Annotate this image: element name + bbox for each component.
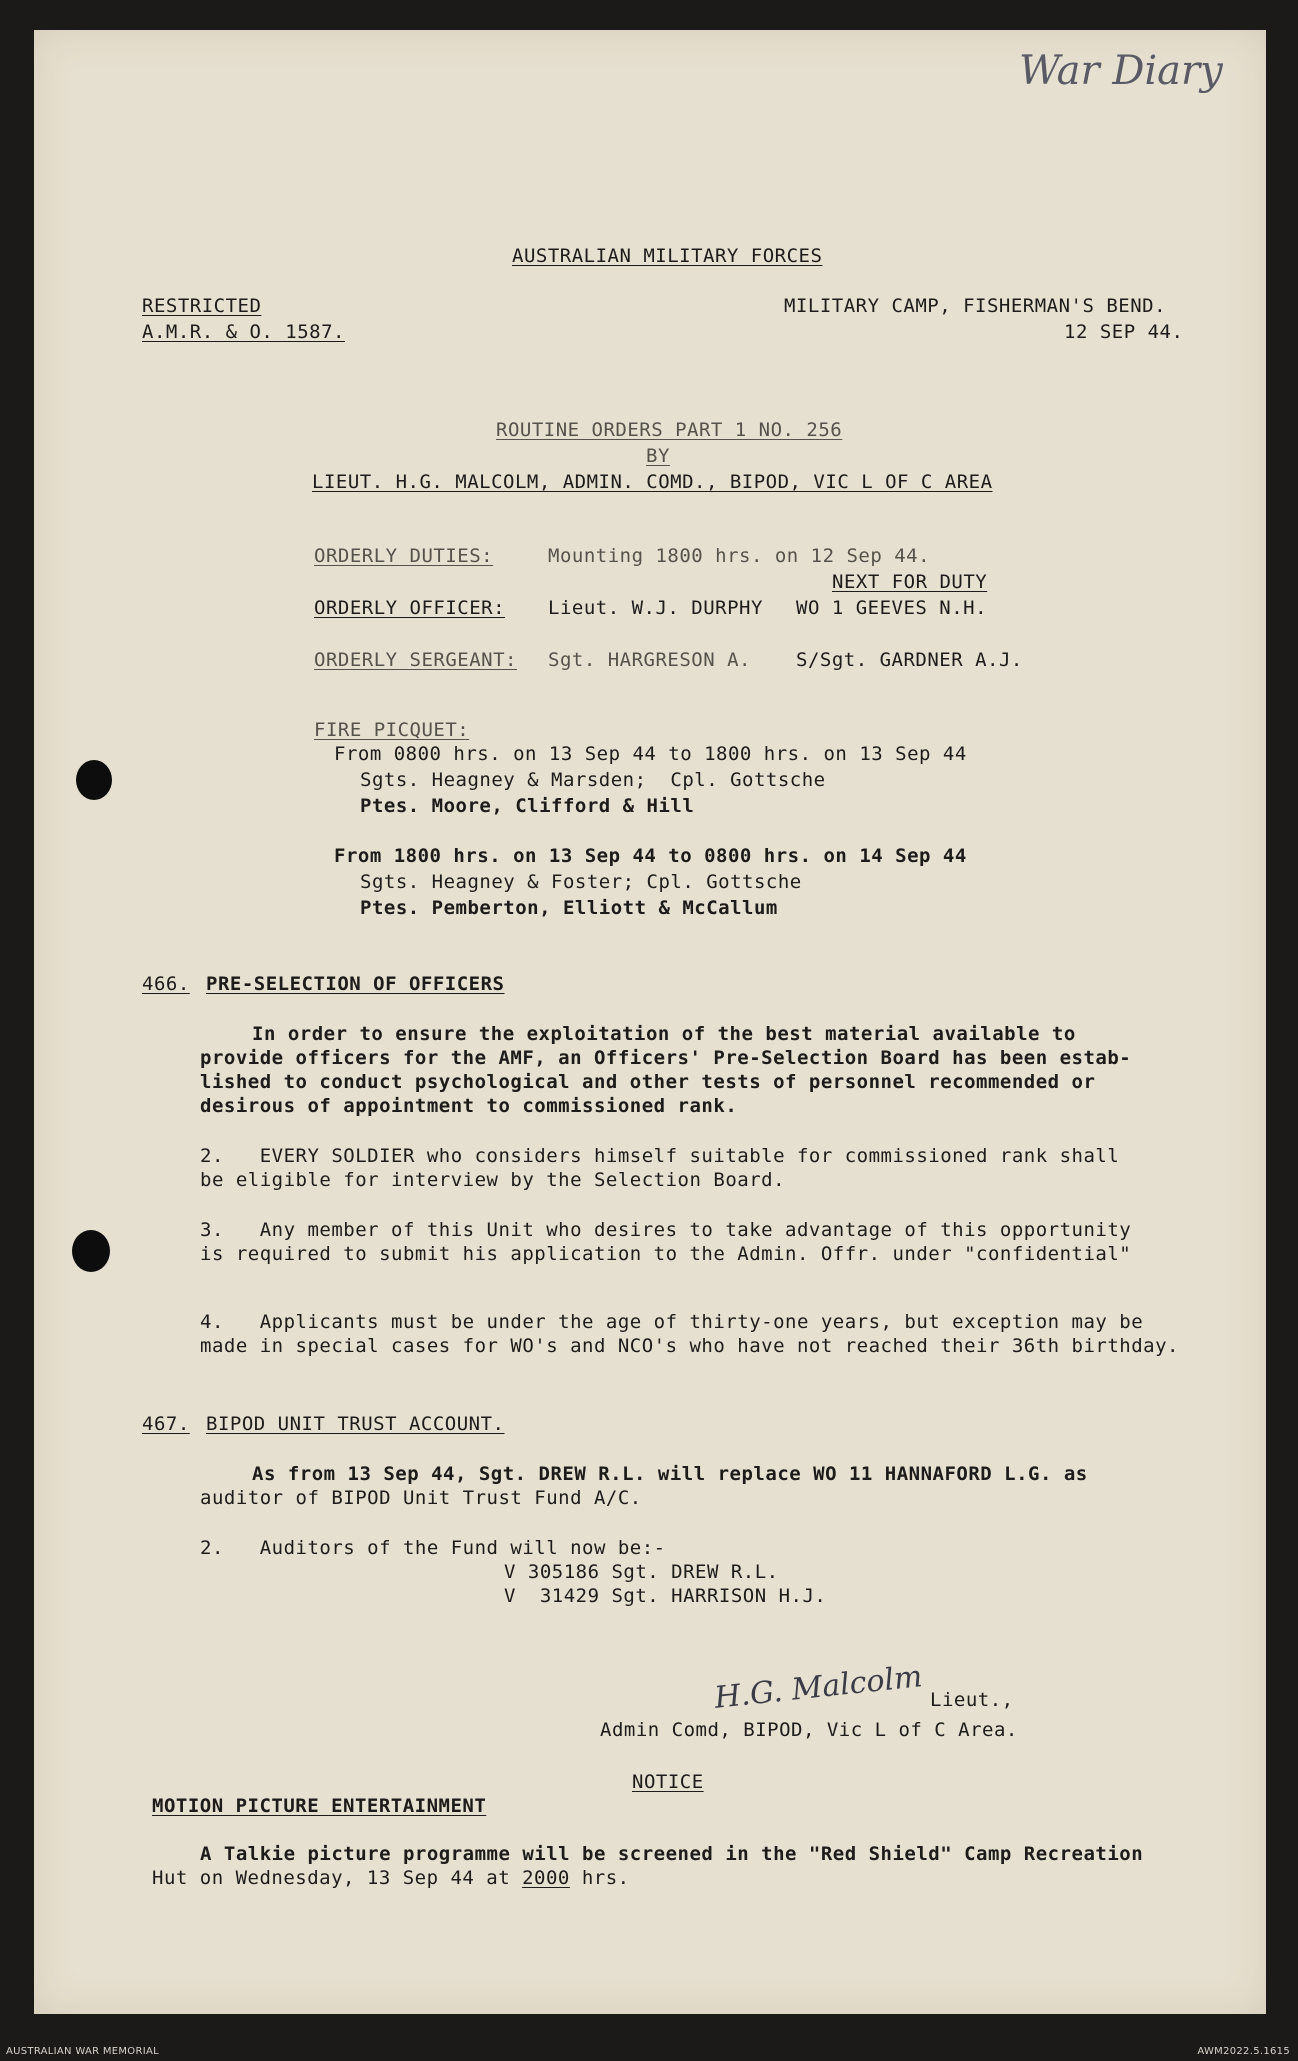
notice-line: A Talkie picture programme will be screened in the "Red Shield" Camp Recreation xyxy=(200,1843,1144,1865)
notice-label: NOTICE xyxy=(632,1771,704,1793)
orders-by: BY xyxy=(646,445,670,467)
auditor-entry: V 305186 Sgt. DREW R.L. xyxy=(504,1561,779,1583)
section-467-p1-line: auditor of BIPOD Unit Trust Fund A/C. xyxy=(200,1487,642,1509)
section-466-p4-line: made in special cases for WO's and NCO's who have not reached their 36th birthday. xyxy=(200,1335,1179,1357)
orderly-duties-value: Mounting 1800 hrs. on 12 Sep 44. xyxy=(548,545,931,567)
handwritten-note: War Diary xyxy=(1019,48,1223,94)
picquet-shift-1-ptes: Ptes. Moore, Clifford & Hill xyxy=(360,795,695,817)
orderly-sergeant-next: S/Sgt. GARDNER A.J. xyxy=(796,649,1023,671)
notice-line-2-post: hrs. xyxy=(569,1867,630,1889)
signature-title: Admin Comd, BIPOD, Vic L of C Area. xyxy=(600,1719,1018,1741)
auditor-entry: V 31429 Sgt. HARRISON H.J. xyxy=(504,1585,827,1607)
signature-rank: Lieut., xyxy=(930,1689,1014,1711)
location: MILITARY CAMP, FISHERMAN'S BEND. xyxy=(784,295,1167,317)
section-466-p1-line: lished to conduct psychological and other tests of personnel recommended or xyxy=(200,1071,1096,1093)
document-date: 12 SEP 44. xyxy=(1064,321,1184,343)
section-466-p2-line: 2. EVERY SOLDIER who considers himself suitable for commissioned rank shall xyxy=(200,1145,1120,1167)
section-466-heading: PRE-SELECTION OF OFFICERS xyxy=(206,973,505,995)
section-466-p4-line: 4. Applicants must be under the age of thirty-one years, but exception may be xyxy=(200,1311,1144,1333)
picquet-shift-1-sgts: Sgts. Heagney & Marsden; Cpl. Gottsche xyxy=(360,769,826,791)
orders-issuer: LIEUT. H.G. MALCOLM, ADMIN. COMD., BIPOD, VIC L OF C AREA xyxy=(312,471,993,493)
section-466-p1-line: In order to ensure the exploitation of the best material available to xyxy=(252,1023,1076,1045)
fire-picquet-label: FIRE PICQUET: xyxy=(314,719,470,741)
footer-archive-name: AUSTRALIAN WAR MEMORIAL xyxy=(6,2046,159,2057)
notice-line-2-pre: Hut on Wednesday, 13 Sep 44 at xyxy=(152,1867,523,1889)
section-467-number: 467. xyxy=(142,1413,190,1435)
picquet-shift-2-sgts: Sgts. Heagney & Foster; Cpl. Gottsche xyxy=(360,871,802,893)
org-name: AUSTRALIAN MILITARY FORCES xyxy=(512,245,823,267)
section-467-heading: BIPOD UNIT TRUST ACCOUNT. xyxy=(206,1413,505,1435)
notice-line-2 xyxy=(152,1866,630,1890)
picquet-shift-1-time: From 0800 hrs. on 13 Sep 44 to 1800 hrs. on 13 Sep 44 xyxy=(334,743,967,765)
reference-number: A.M.R. & O. 1587. xyxy=(142,321,345,343)
orderly-sergeant-value: Sgt. HARGRESON A. xyxy=(548,649,751,671)
section-466-p1-line: desirous of appointment to commissioned rank. xyxy=(200,1095,738,1117)
footer-accession-number: AWM2022.5.1615 xyxy=(1197,2046,1290,2057)
orderly-sergeant-label: ORDERLY SERGEANT: xyxy=(314,649,517,671)
notice-heading: MOTION PICTURE ENTERTAINMENT xyxy=(152,1795,487,1817)
orderly-officer-label: ORDERLY OFFICER: xyxy=(314,597,506,619)
picquet-shift-2-time: From 1800 hrs. on 13 Sep 44 to 0800 hrs. on 14 Sep 44 xyxy=(334,845,967,867)
picquet-shift-2-ptes: Ptes. Pemberton, Elliott & McCallum xyxy=(360,897,778,919)
punch-hole xyxy=(72,1230,110,1272)
section-467-p2-line: 2. Auditors of the Fund will now be:- xyxy=(200,1537,666,1559)
section-466-p3-line: 3. Any member of this Unit who desires to take advantage of this opportunity xyxy=(200,1219,1132,1241)
next-for-duty-label: NEXT FOR DUTY xyxy=(832,571,988,593)
orderly-officer-next: WO 1 GEEVES N.H. xyxy=(796,597,988,619)
punch-hole xyxy=(76,760,112,800)
section-466-p1-line: provide officers for the AMF, an Officers' Pre-Selection Board has been estab- xyxy=(200,1047,1132,1069)
section-466-p3-line: is required to submit his application to the Admin. Offr. under "confidential" xyxy=(200,1243,1132,1265)
notice-time: 2000 xyxy=(522,1867,570,1889)
document-page xyxy=(34,30,1266,2014)
orderly-officer-value: Lieut. W.J. DURPHY xyxy=(548,597,763,619)
orderly-duties-label: ORDERLY DUTIES: xyxy=(314,545,494,567)
orders-title: ROUTINE ORDERS PART 1 NO. 256 xyxy=(496,419,843,441)
classification: RESTRICTED xyxy=(142,295,262,317)
section-466-p2-line: be eligible for interview by the Selection Board. xyxy=(200,1169,786,1191)
section-467-p1-line: As from 13 Sep 44, Sgt. DREW R.L. will replace WO 11 HANNAFORD L.G. as xyxy=(252,1463,1088,1485)
signature-scrawl: H.G. Malcolm xyxy=(712,1659,925,1716)
section-466-number: 466. xyxy=(142,973,190,995)
